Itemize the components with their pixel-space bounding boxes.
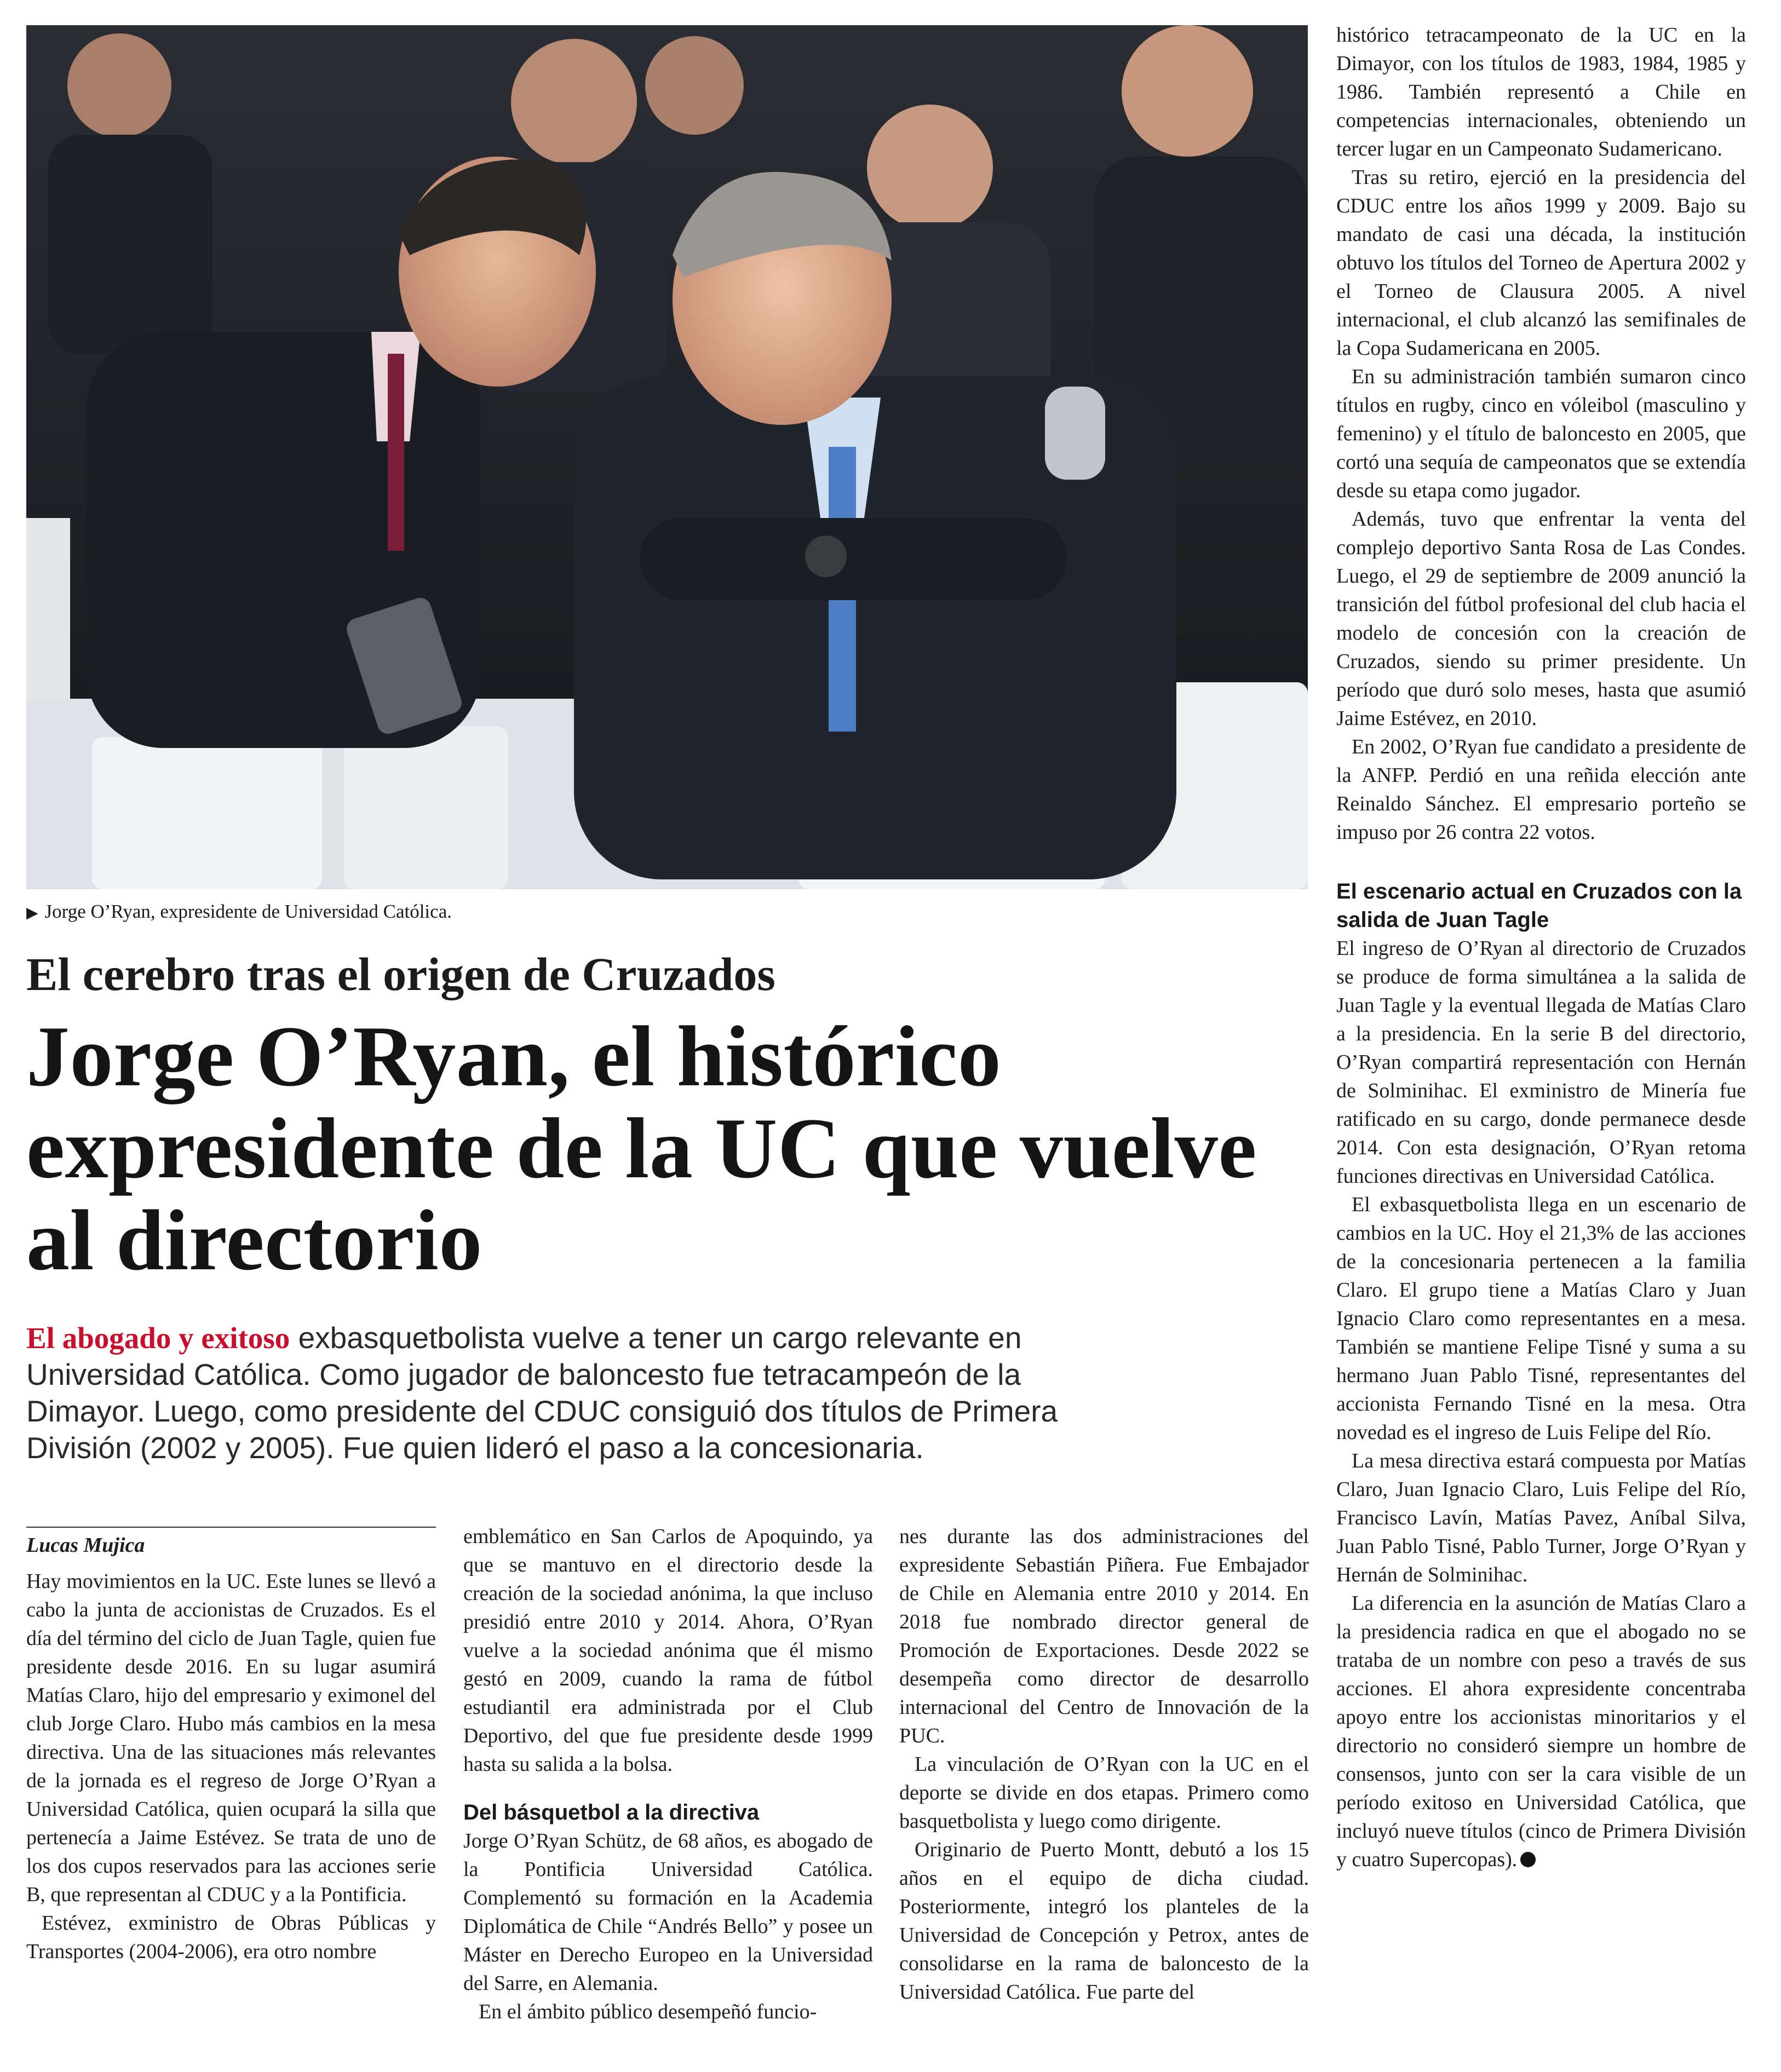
article-column-3 xyxy=(899,1522,1309,2006)
photo-caption xyxy=(26,898,1308,927)
paragraph: En 2002, O’Ryan fue candidato a presidente de la ANFP. Perdió en una reñida elección ante Reinaldo Sánchez. El empresario porteño se impuso por 26 contra 22 votos. xyxy=(1336,735,1746,844)
paragraph: emblemático en San Carlos de Apoquindo, ya que se mantuvo en el directorio desde la creación de la sociedad anónima, la que incluso presidió entre 2010 y 2014. Ahora, O’Ryan vuelve a la sociedad anónima que él mismo gestó en 2009, cuando la rama de fútbol estudiantil era administrada por el Club Deportivo, del que fue presidente desde 1999 hasta su salida a la bolsa. xyxy=(463,1525,873,1776)
article-photo xyxy=(26,25,1308,889)
article-column-1 xyxy=(26,1527,436,1966)
article-column-4 xyxy=(1336,21,1746,1874)
paragraph: Tras su retiro, ejerció en la presidencia del CDUC entre los años 1999 y 2009. Bajo su mandato de casi una década, la institución obtuvo los títulos del Torneo de Apertura 2002 y el Torneo de Clausura 2005. A nivel internacional, el club alcanzó las semifinales de la Copa Sudamericana en 2005. xyxy=(1336,166,1746,360)
paragraph-final xyxy=(1336,1589,1746,1874)
paragraph: En su administración también sumaron cinco títulos en rugby, cinco en vóleibol (masculino y femenino) y el título de baloncesto en 2005, que cortó una sequía de campeonatos que se extendía desde su etapa como jugador. xyxy=(1336,365,1746,502)
paragraph: La mesa directiva estará compuesta por Matías Claro, Juan Ignacio Claro, Luis Felipe del Río, Francisco Lavín, Matías Pavez, Aníbal Silva, Juan Pablo Tisné, Pablo Turner, Jorge O’Ryan y Hernán de Solminihac. xyxy=(1336,1449,1746,1586)
paragraph: Originario de Puerto Montt, debutó a los 15 años en el equipo de dicha ciudad. Posteriormente, integró los planteles de la Universidad de Concepción y Petrox, antes de consolidarse en la rama de baloncesto de la Universidad Católica. Fue parte del xyxy=(899,1838,1309,2004)
kicker: El cerebro tras el origen de Cruzados xyxy=(26,948,775,1000)
caption-triangle-icon: ▶ xyxy=(26,905,38,922)
article-column-2 xyxy=(463,1522,873,2026)
headline: Jorge O’Ryan, el histórico expresidente de la UC que vuelve al directorio xyxy=(26,1009,1257,1288)
end-mark-icon xyxy=(1520,1852,1536,1867)
subhead: El escenario actual en Cruzados con la salida de Juan Tagle xyxy=(1336,879,1742,932)
paragraph: Hay movimientos en la UC. Este lunes se llevó a cabo la junta de accionistas de Cruzados. Es el día del término del ciclo de Juan Tagle, quien fue presidente desde 2016. En su lugar asumirá Matías Claro, hijo del empresario y eximonel del club Jorge Claro. Hubo más cambios en la mesa directiva. Una de las situaciones más relevantes de la jornada es el regreso de Jorge O’Ryan a Universidad Católica, quien ocupará la silla que pertenecía a Jaime Estévez. Se trata de uno de los dos cupos reservados para las acciones serie B, que representan al CDUC y a la Pontificia. xyxy=(26,1570,436,1906)
byline: Lucas Mujica xyxy=(26,1527,436,1561)
lede-highlight: El abogado y exitoso xyxy=(26,1321,290,1355)
subhead: Del básquetbol a la directiva xyxy=(463,1800,760,1824)
lede xyxy=(26,1320,1122,1466)
paragraph: nes durante las dos administraciones del expresidente Sebastián Piñera. Fue Embajador de Chile en Alemania entre 2010 y 2014. En 2018 fue nombrado director general de Promoción de Exportaciones. Desde 2022 se desempeña como director de desarrollo internacional del Centro de Innovación de la PUC. xyxy=(899,1525,1309,1747)
paragraph-final-text: La diferencia en la asunción de Matías Claro a la presidencia radica en que el abogado no se trataba de un nombre con peso a través de sus acciones. El ahora expresidente concentraba apoyo entre los accionistas minoritarios y el directorio no consideró siempre un hombre de consensos, junto con ser la cara visible de un período exitoso en Universidad Católica, que incluyó nueve títulos (cinco de Primera División y cuatro Supercopas). xyxy=(1336,1592,1746,1871)
paragraph: Estévez, exministro de Obras Públicas y Transportes (2004-2006), era otro nombre xyxy=(26,1912,436,1963)
paragraph: El ingreso de O’Ryan al directorio de Cruzados se produce de forma simultánea a la salida de Juan Tagle y la eventual llegada de Matías Claro a la presidencia. En la serie B del directorio, O’Ryan compartirá representación con Hernán de Solminihac. El exministro de Minería fue ratificado en su cargo, donde permanece desde 2014. Con esta designación, O’Ryan retoma funciones directivas en Universidad Católica. xyxy=(1336,937,1746,1188)
paragraph: Además, tuvo que enfrentar la venta del complejo deportivo Santa Rosa de Las Condes. Luego, el 29 de septiembre de 2009 anunció la transición del fútbol profesional del club hacia el modelo de concesión con la creación de Cruzados, siendo su primer presidente. Un período que duró solo meses, hasta que asumió Jaime Estévez, en 2010. xyxy=(1336,508,1746,730)
stadium-photo-illustration xyxy=(26,25,1308,889)
paragraph: histórico tetracampeonato de la UC en la Dimayor, con los títulos de 1983, 1984, 1985 y 1986. También representó a Chile en competencias internacionales, obteniendo un tercer lugar en un Campeonato Sudamericano. xyxy=(1336,24,1746,160)
paragraph: Jorge O’Ryan Schütz, de 68 años, es abogado de la Pontificia Universidad Católica. Complementó su formación en la Academia Diplomática de Chile “Andrés Bello” y posee un Máster en Derecho Europeo en la Universidad del Sarre, en Alemania. xyxy=(463,1829,873,1995)
paragraph: La vinculación de O’Ryan con la UC en el deporte se divide en dos etapas. Primero como basquetbolista y luego como dirigente. xyxy=(899,1753,1309,1833)
caption-text: Jorge O’Ryan, expresidente de Universidad Católica. xyxy=(44,901,452,922)
paragraph: En el ámbito público desempeñó funcio- xyxy=(479,2000,817,2023)
lede-text: exbasquetbolista vuelve a tener un cargo relevante en Universidad Católica. Como jugador de baloncesto fue tetracampeón de la Dimayor. Luego, como presidente del CDUC consiguió dos títulos de Primera División (2002 y 2005). Fue quien lideró el paso a la concesionaria. xyxy=(26,1321,1058,1465)
paragraph: El exbasquetbolista llega en un escenario de cambios en la UC. Hoy el 21,3% de las acciones de la concesionaria pertenecen a la familia Claro. El grupo tiene a Matías Claro y Juan Ignacio Claro como representantes en a mesa. También se mantiene Felipe Tisné y suma a su hermano Juan Pablo Tisné, representantes del accionista Fernando Tisné en la mesa. Otra novedad es el ingreso de Luis Felipe del Río. xyxy=(1336,1193,1746,1444)
